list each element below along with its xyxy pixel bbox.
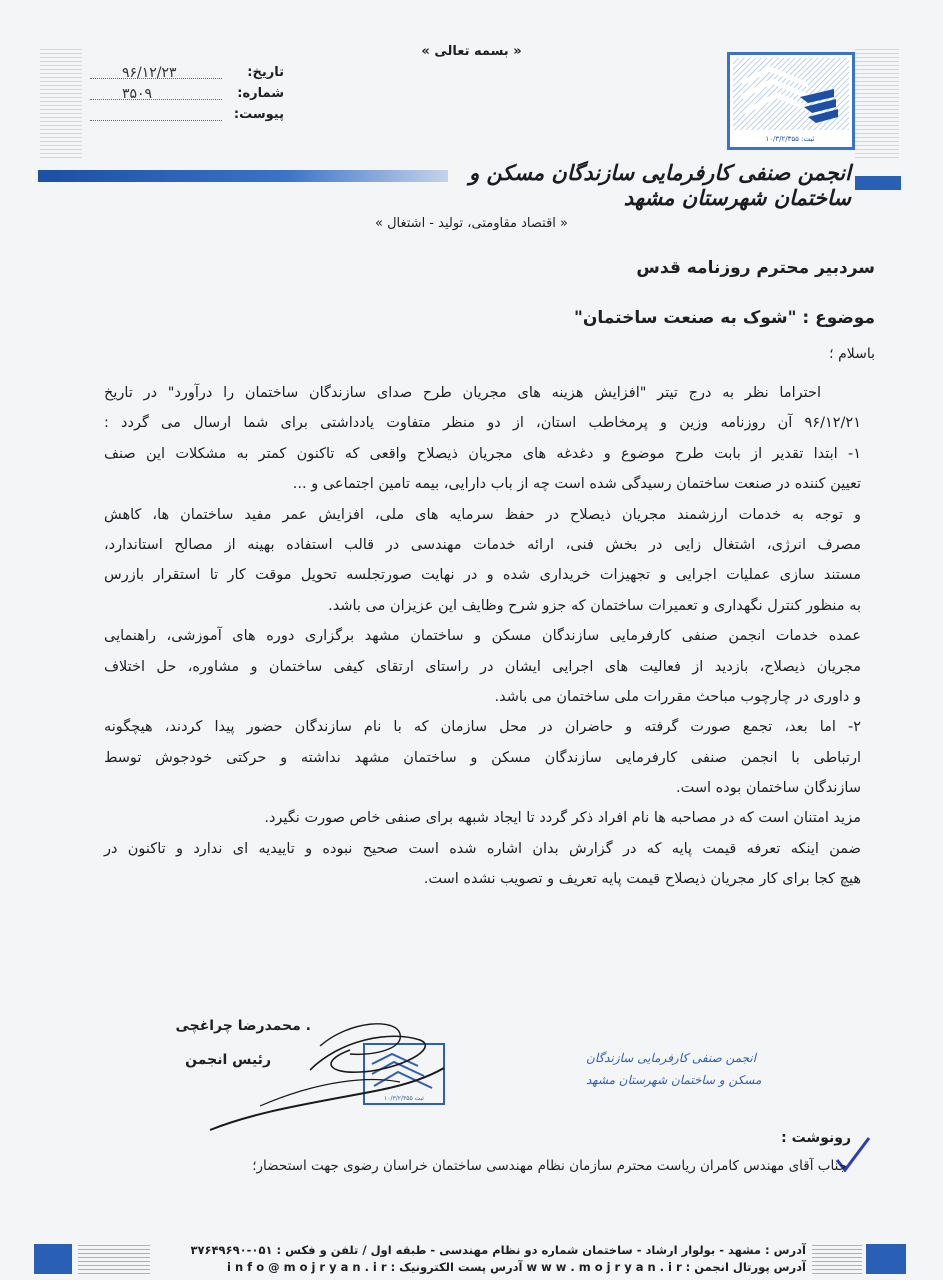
bismillah: « بسمه تعالی » — [421, 44, 522, 59]
number-row — [84, 83, 284, 104]
body-line: ۲- اما بعد، تجمع صورت گرفته و حاضران در محل سازمان که با نام سازندگان حضور پیدا کردند، هیچگونه — [104, 719, 861, 736]
body-line: ضمن اینکه تعرفه قیمت پایه که در گزارش بدان اشاره شده است صحیح نبوده و تاییدیه ای ندارد و تاکنون در — [104, 840, 861, 857]
letter-meta — [84, 62, 284, 125]
body-line: هیچ کجا برای کار مجریان ذیصلاح قیمت پایه تعریف و تصویب نشده است. — [423, 871, 861, 888]
header-bar-right — [855, 176, 901, 190]
body-line: عمده خدمات انجمن صنفی کارفرمایی سازندگان مسکن و ساختمان مشهد برگزاری دوره های آموزشی، راهنمایی — [104, 628, 861, 645]
decorative-hatch-left — [40, 48, 82, 158]
logo-caption: ثبت: ۱۰/۳/۲/۳۵۵ — [765, 135, 815, 143]
footer-web: آدرس پورتال انجمن : w w w . m o j r y a n . i r آدرس پست الکترونیک : i n f o @ m o j r y a n . i r — [227, 1260, 806, 1274]
footer-block-right — [866, 1244, 906, 1274]
body-line: به منظور کنترل نگهداری و تعمیرات ساختمان که جزو شرح وظایف این عزیزان می باشد. — [328, 597, 861, 614]
signatory-name: . محمدرضا چراغچی — [175, 1018, 311, 1034]
org-name: انجمن صنفی کارفرمایی سازندگان مسکن و ساختمان شهرستان مشهد — [469, 160, 851, 210]
body-line: مستند سازی عملیات اجرایی و تجهیزات خریداری شده و در نهایت صورتجلسه تحویل موقت کار تا استقرار بازرس — [104, 567, 861, 584]
cc-recipient: جناب آقای مهندس کامران ریاست محترم سازمان نظام مهندسی ساختمان خراسان رضوی جهت استحضار؛ — [252, 1158, 847, 1174]
body-line: مزید امتنان است که در مصاحبه ها نام افراد ذکر گردد تا ایجاد شبهه برای صنفی خاص صورت نگیرد. — [264, 810, 861, 827]
body-line: ۹۶/۱۲/۲۱ آن روزنامه وزین و پرمخاطب استان، از دو منظر متفاوت یادداشتی برای شما ارسال می گردد : — [104, 415, 861, 432]
date-label: تاریخ: — [247, 65, 284, 80]
attachment-label: پیوست: — [233, 107, 284, 122]
body-line: و توجه به خدمات ارزشمند مجریان ذیصلاح در حفظ سرمایه های ملی، افزایش عمر مفید ساختمان ها، کاهش — [104, 506, 861, 523]
footer — [156, 1242, 806, 1276]
body-line: ۱- ابتدا تقدیر از بابت طرح موضوع و دغدغه های مجریان ذیصلاح واقعی که تاکنون کمتر به مشکلات این صنف — [104, 445, 861, 462]
signatory-title: رئیس انجمن — [185, 1052, 271, 1068]
date-row — [84, 62, 284, 83]
body-line: ارتباطی با انجمن صنفی کارفرمایی سازندگان مسکن و ساختمان مشهد نداشته و حرکتی خودجوش توسط — [104, 749, 861, 766]
body-line: سازندگان ساختمان بوده است. — [676, 780, 861, 797]
body-line: مجریان ذیصلاح، بازدید از فعالیت های اجرایی ایشان در راستای ارتقای کیفی ساختمان و مشاوره، حل اختلاف — [104, 658, 861, 675]
body-line: مصرف انرژی، اشتغال زایی در بخش فنی، ارائه خدمات مهندسی در قالب استفاده بهینه از مصالح استاندارد، — [104, 536, 861, 553]
subject: موضوع : "شوک به صنعت ساختمان" — [573, 308, 875, 328]
recipient: سردبیر محترم روزنامه قدس — [636, 258, 875, 278]
body-line: احتراما نظر به درج تیتر "افزایش هزینه های مجریان طرح صدای سازندگان ساختمان را درآورد" در تاریخ — [104, 385, 821, 401]
footer-hatch-right — [812, 1244, 862, 1274]
attachment-row — [84, 104, 284, 125]
logo-graphic — [730, 55, 852, 147]
stamp-line2: مسکن و ساختمان شهرستان مشهد — [586, 1073, 762, 1087]
body-line: تعیین کننده در صنعت ساختمان رسیدگی شده است چه از باب دارایی، بیمه تامین اجتماعی و ... — [292, 476, 861, 493]
footer-address: آدرس : مشهد - بولوار ارشاد - ساختمان شماره دو نظام مهندسی - طبقه اول / تلفن و فکس : ۰۵۱-۳۷۶۴۹۶۹۰ — [190, 1243, 806, 1257]
org-logo — [727, 52, 855, 150]
stamp-line1: انجمن صنفی کارفرمایی سازندگان — [586, 1051, 757, 1065]
motto: « اقتصاد مقاومتی، تولید - اشتغال » — [374, 216, 568, 231]
number-label: شماره: — [237, 86, 284, 101]
number-value: ۳۵۰۹ — [122, 86, 153, 102]
letter-body — [104, 378, 861, 895]
header-bar — [38, 170, 448, 182]
stamp-reg: ثبت ۱۰/۳/۲/۳۵۵ — [384, 1095, 424, 1102]
date-value: ۹۶/۱۲/۲۳ — [122, 65, 177, 81]
body-line: و داوری در چارچوب مباحث مقررات ملی ساختمان می باشد. — [494, 688, 861, 705]
cc-title: رونوشت : — [781, 1130, 851, 1146]
decorative-hatch-right — [855, 48, 899, 158]
footer-hatch-left — [78, 1244, 150, 1274]
footer-block-left — [34, 1244, 72, 1274]
greeting: باسلام ؛ — [829, 346, 875, 362]
